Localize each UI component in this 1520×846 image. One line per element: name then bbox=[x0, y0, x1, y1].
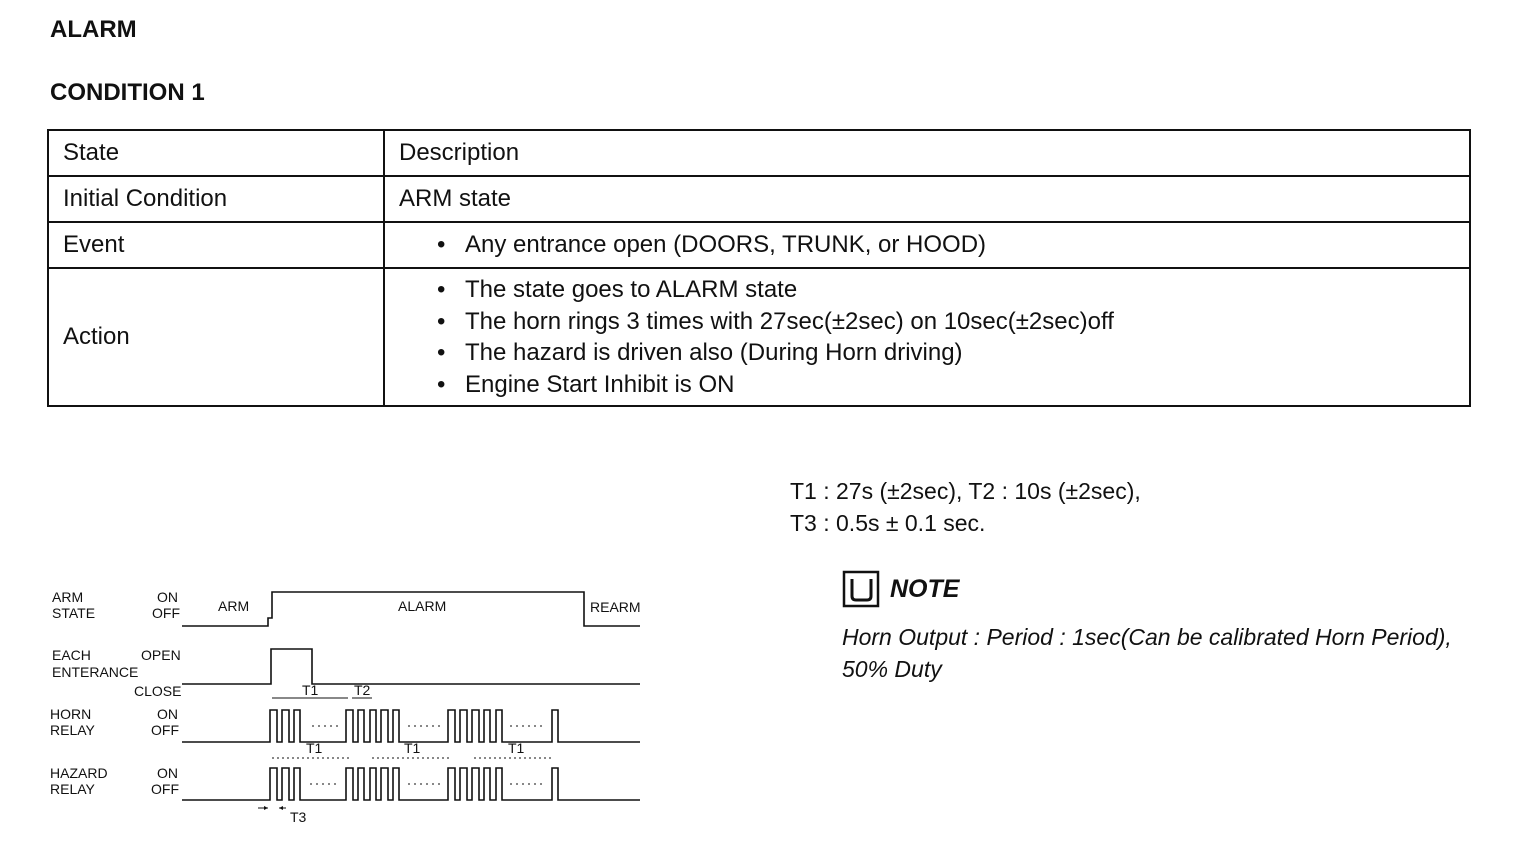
action-item: • The hazard is driven also (During Horn driving) bbox=[437, 337, 1455, 369]
hazard-on-label: ON bbox=[157, 765, 178, 781]
action-item: • The horn rings 3 times with 27sec(±2sec) on 10sec(±2sec)off bbox=[437, 306, 1455, 338]
hazard-label-1: HAZARD bbox=[50, 765, 108, 781]
horn-label-2: RELAY bbox=[50, 722, 95, 738]
t1-label: T1 bbox=[404, 740, 421, 756]
timing-line-1: T1 : 27s (±2sec), T2 : 10s (±2sec), bbox=[790, 478, 1141, 504]
entrance-waveform bbox=[182, 649, 640, 684]
horn-waveform bbox=[182, 710, 640, 742]
note-icon bbox=[842, 570, 880, 608]
entrance-label-2: ENTERANCE bbox=[52, 664, 139, 680]
t2-label: T2 bbox=[354, 682, 371, 698]
t1-label: T1 bbox=[508, 740, 525, 756]
horn-label-1: HORN bbox=[50, 706, 92, 722]
hazard-off-label: OFF bbox=[151, 781, 179, 797]
entrance-close-label: CLOSE bbox=[134, 683, 182, 699]
arm-label: ARM bbox=[218, 598, 250, 614]
action-description-cell bbox=[384, 268, 1470, 406]
condition-table bbox=[47, 129, 1471, 407]
timing-definitions bbox=[790, 475, 1141, 539]
table-row-initial bbox=[48, 176, 1470, 222]
t3-label: T3 bbox=[290, 809, 307, 825]
description-header: Description bbox=[384, 130, 1470, 176]
entrance-label-1: EACH bbox=[52, 647, 91, 663]
action-item: • The state goes to ALARM state bbox=[437, 274, 1455, 306]
note-text: Horn Output : Period : 1sec(Can be calibrated Horn Period), 50% Duty bbox=[842, 624, 1452, 682]
page-heading: ALARM bbox=[50, 16, 137, 43]
horn-off-label: OFF bbox=[151, 722, 179, 738]
state-header: State bbox=[48, 130, 384, 176]
table-header-row bbox=[48, 130, 1470, 176]
initial-state-cell: Initial Condition bbox=[48, 176, 384, 222]
event-description-cell bbox=[384, 222, 1470, 268]
condition-heading: CONDITION 1 bbox=[50, 79, 205, 106]
hazard-waveform bbox=[182, 768, 640, 800]
arm-state-label-2: STATE bbox=[52, 605, 96, 621]
hazard-label-2: RELAY bbox=[50, 781, 95, 797]
t1-label: T1 bbox=[306, 740, 323, 756]
timing-line-2: T3 : 0.5s ± 0.1 sec. bbox=[790, 510, 986, 536]
table-row-action bbox=[48, 268, 1470, 406]
action-item: • Engine Start Inhibit is ON bbox=[437, 369, 1455, 401]
initial-description-cell: ARM state bbox=[384, 176, 1470, 222]
horn-on-label: ON bbox=[157, 706, 178, 722]
event-state-cell: Event bbox=[48, 222, 384, 268]
rearm-label: REARM bbox=[590, 599, 641, 615]
note-label: NOTE bbox=[890, 574, 960, 603]
event-item: • Any entrance open (DOORS, TRUNK, or HOOD) bbox=[437, 229, 1455, 261]
action-state-cell: Action bbox=[48, 268, 384, 406]
table-row-event bbox=[48, 222, 1470, 268]
note-header bbox=[842, 570, 959, 608]
alarm-label: ALARM bbox=[398, 598, 447, 614]
t1-label: T1 bbox=[302, 682, 319, 698]
arm-state-on-label: ON bbox=[157, 589, 178, 605]
timing-diagram bbox=[0, 560, 700, 846]
arm-state-label-1: ARM bbox=[52, 589, 84, 605]
arm-state-off-label: OFF bbox=[152, 605, 180, 621]
entrance-open-label: OPEN bbox=[141, 647, 181, 663]
